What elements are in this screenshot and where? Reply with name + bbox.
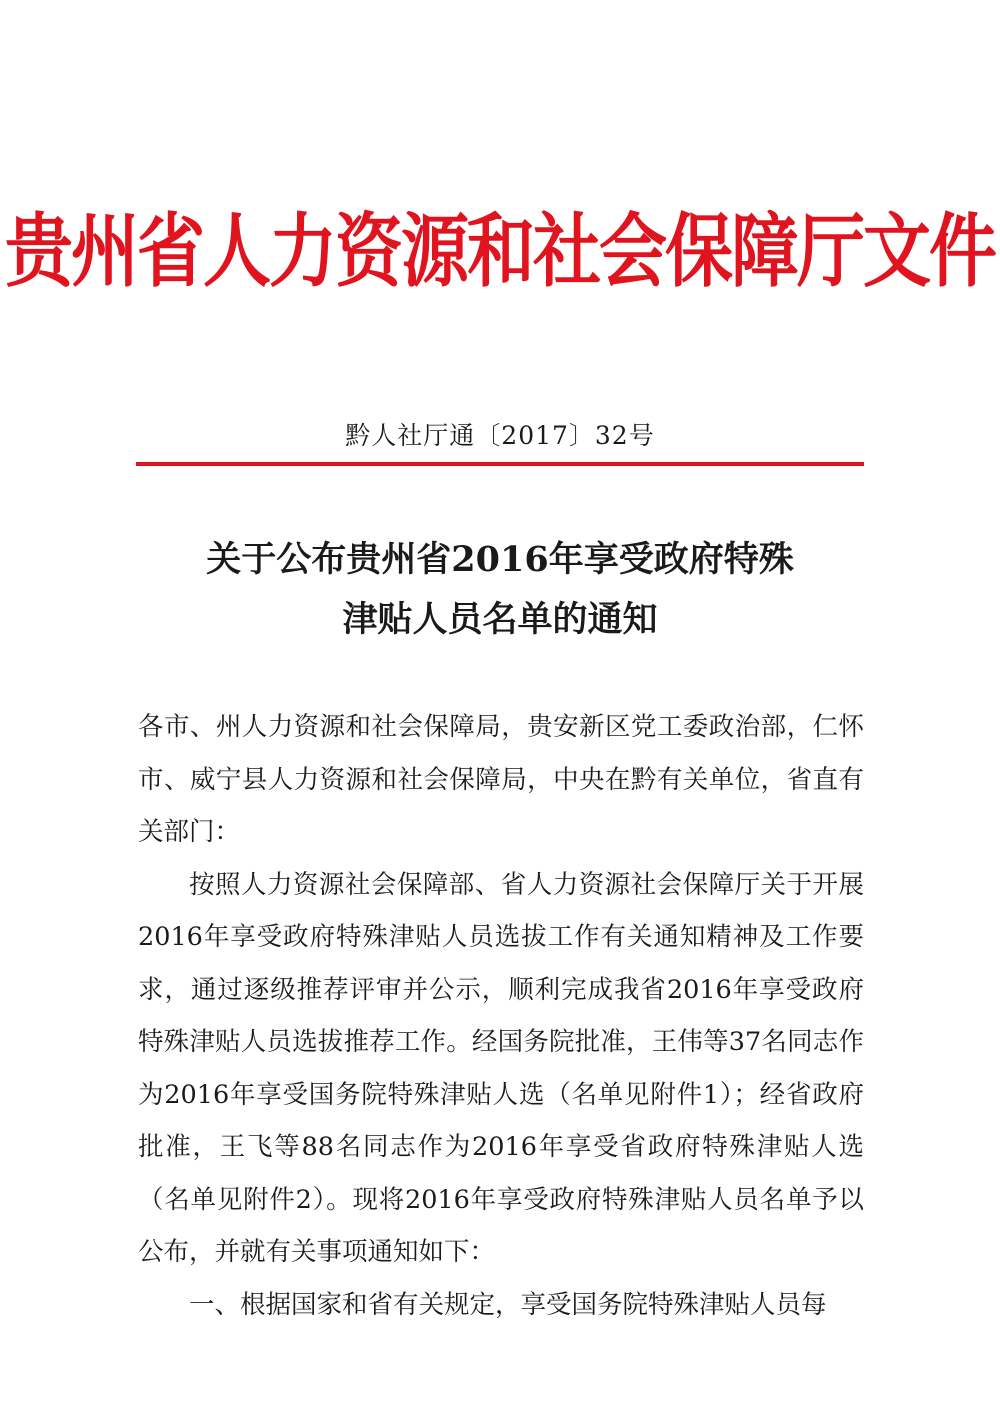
notice-title-line-1: 关于公布贵州省2016年享受政府特殊 bbox=[206, 539, 794, 580]
notice-title bbox=[0, 530, 1000, 650]
body-paragraph-1: 按照人力资源社会保障部、省人力资源社会保障厅关于开展2016年享受政府特殊津贴人员选拔工作有关通知精神及工作要求，通过逐级推荐评审并公示，顺利完成我省2016年享受政府特殊津贴人员选拔推荐工作。经国务院批准，王伟等37名同志作为2016年享受国务院特殊津贴人选（名单见附件1）；经省政府批准，王飞等88名同志作为2016年享受省政府特殊津贴人选（名单见附件2）。现将2016年享受政府特殊津贴人员名单予以公布，并就有关事项通知如下： bbox=[138, 869, 864, 1267]
notice-body bbox=[138, 701, 864, 1331]
red-separator-line bbox=[136, 462, 864, 466]
document-number: 黔人社厅通〔2017〕32号 bbox=[345, 421, 655, 450]
document-masthead: 贵州省人力资源和社会保障厅文件 bbox=[4, 205, 995, 300]
notice-title-line-2: 津贴人员名单的通知 bbox=[342, 599, 658, 640]
body-paragraph-2: 一、根据国家和省有关规定，享受国务院特殊津贴人员每 bbox=[189, 1289, 827, 1320]
addressees-paragraph: 各市、州人力资源和社会保障局，贵安新区党工委政治部，仁怀市、威宁县人力资源和社会保障局，中央在黔有关单位，省直有关部门： bbox=[138, 712, 864, 847]
